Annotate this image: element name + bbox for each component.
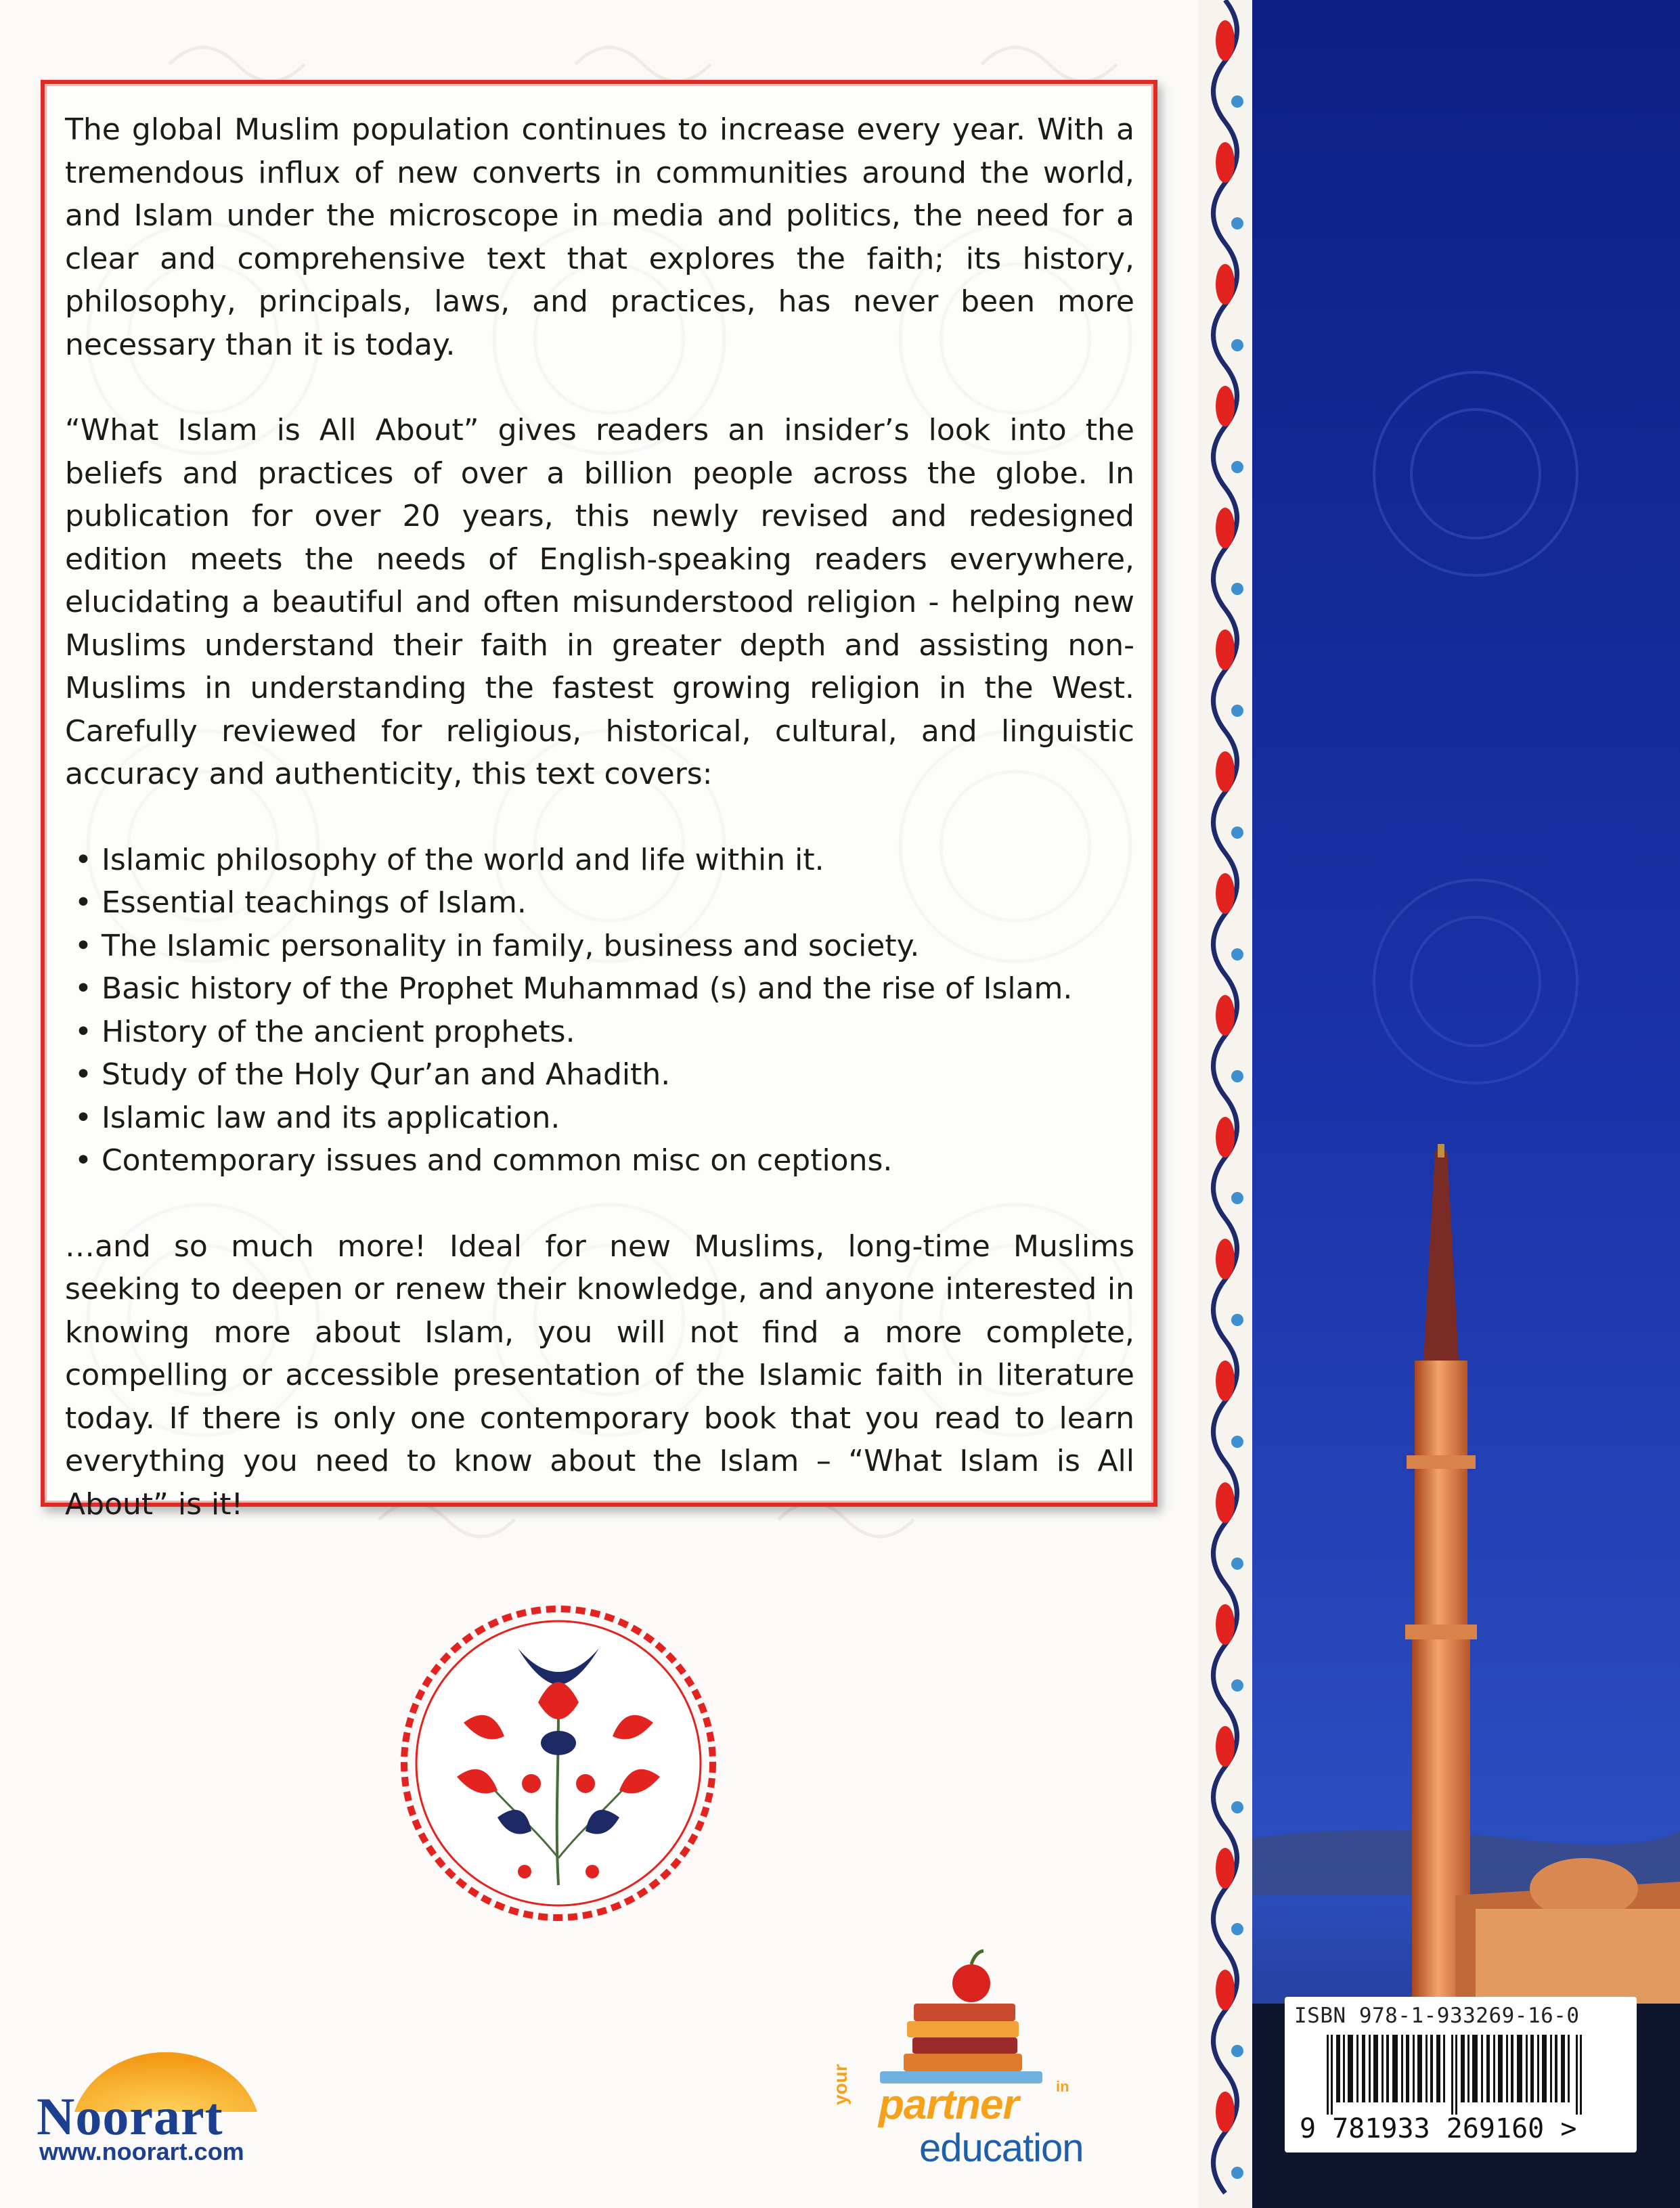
isbn-label: ISBN 978-1-933269-16-0 bbox=[1294, 2004, 1580, 2028]
tulip-border bbox=[1198, 0, 1252, 2208]
partner-logo-your: your bbox=[830, 2064, 851, 2105]
blurb-paragraph-2: “What Islam is All About” gives readers an insider’s look into the beliefs and practices of over a billion people across the globe. In publication for over 20 years, this newly revised and redesigned edition meets the needs of English-speaking readers everywhere, elucidating a beautiful and often misunderstood religion - helping new Muslims understand their faith in greater depth and assisting non-Muslims in understanding the fastest growing religion in the West. Carefully reviewed for religious, historical, cultural, and linguistic accuracy and authenticity, this text covers: bbox=[65, 413, 1134, 791]
isbn-barcode-box bbox=[1285, 1997, 1637, 2152]
list-item: • Contemporary issues and common misc on ceptions. bbox=[65, 1139, 1134, 1183]
list-item: • Essential teachings of Islam. bbox=[65, 881, 1134, 925]
list-item: • Islamic philosophy of the world and life within it. bbox=[65, 839, 1134, 882]
publisher-name: Noorart bbox=[37, 2087, 223, 2146]
partner-logo-education: education bbox=[919, 2126, 1084, 2170]
list-item: • History of the ancient prophets. bbox=[65, 1011, 1134, 1054]
topics-list bbox=[65, 839, 1134, 1183]
barcode bbox=[1327, 2035, 1584, 2115]
blurb-paragraph-3: …and so much more! Ideal for new Muslims, long-time Muslims seeking to deepen or renew their knowledge, and anyone interested in knowing more about Islam, you will not find a more complete, compelling or accessible presentation of the Islamic faith in literature today. If there is only one contemporary book that you read to learn everything you need to know about the Islam – “What Islam is All About” is it! bbox=[65, 1229, 1134, 1522]
blurb-paragraph-1: The global Muslim population continues to increase every year. With a tremendous influx of new converts in communities around the world, and Islam under the microscope in media and politics, the need for a clear and comprehensive text that explores the faith; its history, philosophy, principals, laws, and practices, has never been more necessary than it is today. bbox=[65, 112, 1134, 362]
list-item: • Basic history of the Prophet Muhammad (s) and the rise of Islam. bbox=[65, 967, 1134, 1011]
mosque-minaret-photo bbox=[1232, 0, 1680, 2208]
barcode-digits: 9 781933 269160 > bbox=[1300, 2113, 1577, 2144]
back-cover-blurb bbox=[65, 108, 1134, 1526]
floral-rosette bbox=[396, 1601, 721, 1926]
list-item: • Islamic law and its application. bbox=[65, 1097, 1134, 1140]
partner-logo-partner: partner bbox=[879, 2081, 1019, 2128]
list-item: • Study of the Holy Qur’an and Ahadith. bbox=[65, 1053, 1134, 1097]
partner-logo-in: in bbox=[1056, 2078, 1069, 2095]
publisher-url: www.noorart.com bbox=[39, 2138, 244, 2165]
list-item: • The Islamic personality in family, business and society. bbox=[65, 925, 1134, 968]
